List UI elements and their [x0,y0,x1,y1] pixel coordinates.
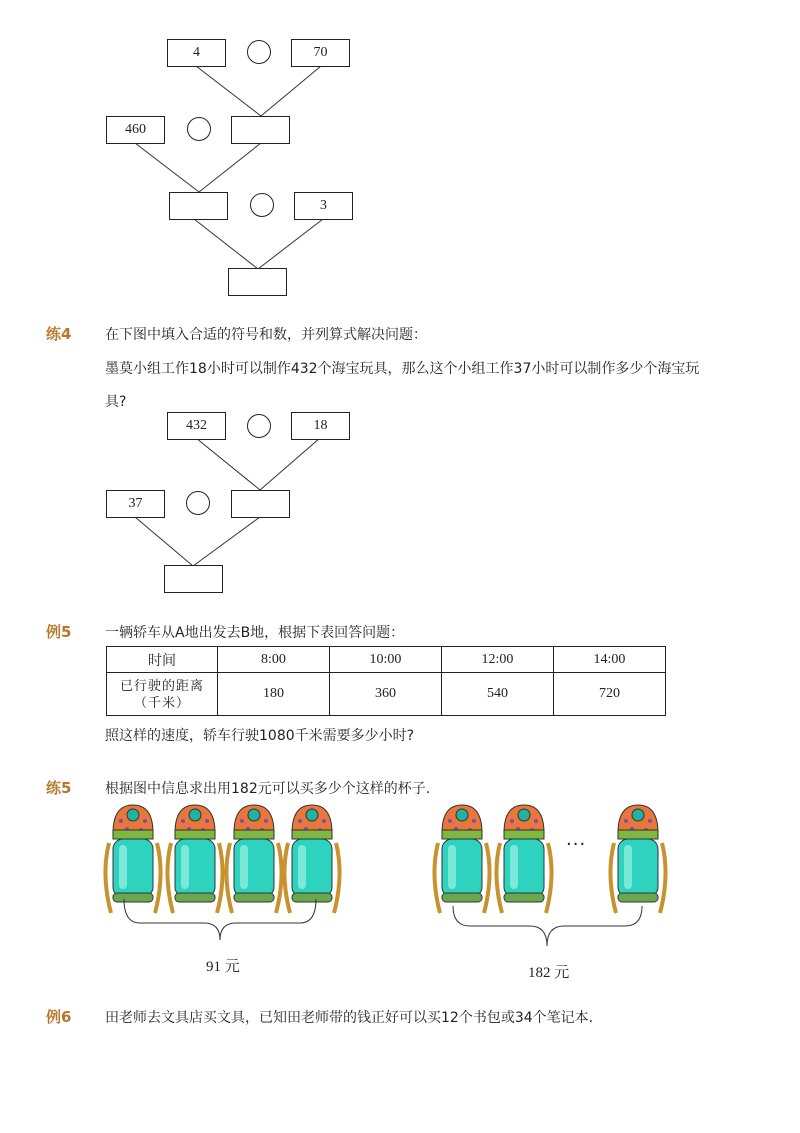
table-header-time-label: 时间 [148,653,176,669]
cup-icon [610,805,665,913]
left-price-label: 91 元 [206,959,240,975]
example5-label: 例5 [46,623,72,641]
diagram1-top-right-value: 70 [313,45,328,60]
example5-question: 照这样的速度，轿车行驶1080千米需要多少小时? [105,728,415,744]
table-cell: 180 [218,673,330,716]
practice4-problem-line2: 具? [105,394,127,410]
diagram2-mid-left-value: 37 [128,496,143,511]
cup-icon [226,805,281,913]
diagram2-top-left-value: 432 [186,418,207,433]
table-header-distance-line1: 已行驶的距离 [119,678,204,693]
cup-icon [434,805,489,913]
example5-intro: 一辆轿车从A地出发去B地，根据下表回答问题： [105,625,405,641]
example6-text: 田老师去文具店买文具，已知田老师带的钱正好可以买12个书包或34个笔记本. [105,1010,594,1026]
practice4-instruction: 在下图中填入合适的符号和数，并列算式解决问题： [105,327,427,343]
table-cell: 10:00 [330,647,442,673]
diagram1-top-left-value: 4 [193,45,200,60]
cup-icon [167,805,222,913]
practice4-problem-line1: 墨莫小组工作18小时可以制作432个海宝玩具，那么这个小组工作37小时可以制作多少个海宝玩 [105,361,700,377]
table-header-distance-line2: （千米） [133,695,190,710]
cup-icon [496,805,551,913]
practice5-instruction: 根据图中信息求出用182元可以买多少个这样的杯子. [105,781,431,797]
table-cell: 12:00 [442,647,554,673]
cups-ellipsis: ··· [566,834,587,855]
practice4-label: 练4 [46,325,72,343]
diagram1-mid-left-value: 460 [125,122,146,137]
table-cell: 540 [442,673,554,716]
table-cell: 14:00 [554,647,666,673]
table-cell: 720 [554,673,666,716]
cup-icon [105,805,160,913]
example6-label: 例6 [46,1008,72,1026]
right-price-label: 182 元 [528,965,570,981]
cup-icon [284,805,339,913]
practice5-label: 练5 [46,779,72,797]
diagram2-top-right-value: 18 [313,418,328,433]
table-cell: 8:00 [218,647,330,673]
diagram1-low-right-value: 3 [320,198,327,213]
table-cell: 360 [330,673,442,716]
